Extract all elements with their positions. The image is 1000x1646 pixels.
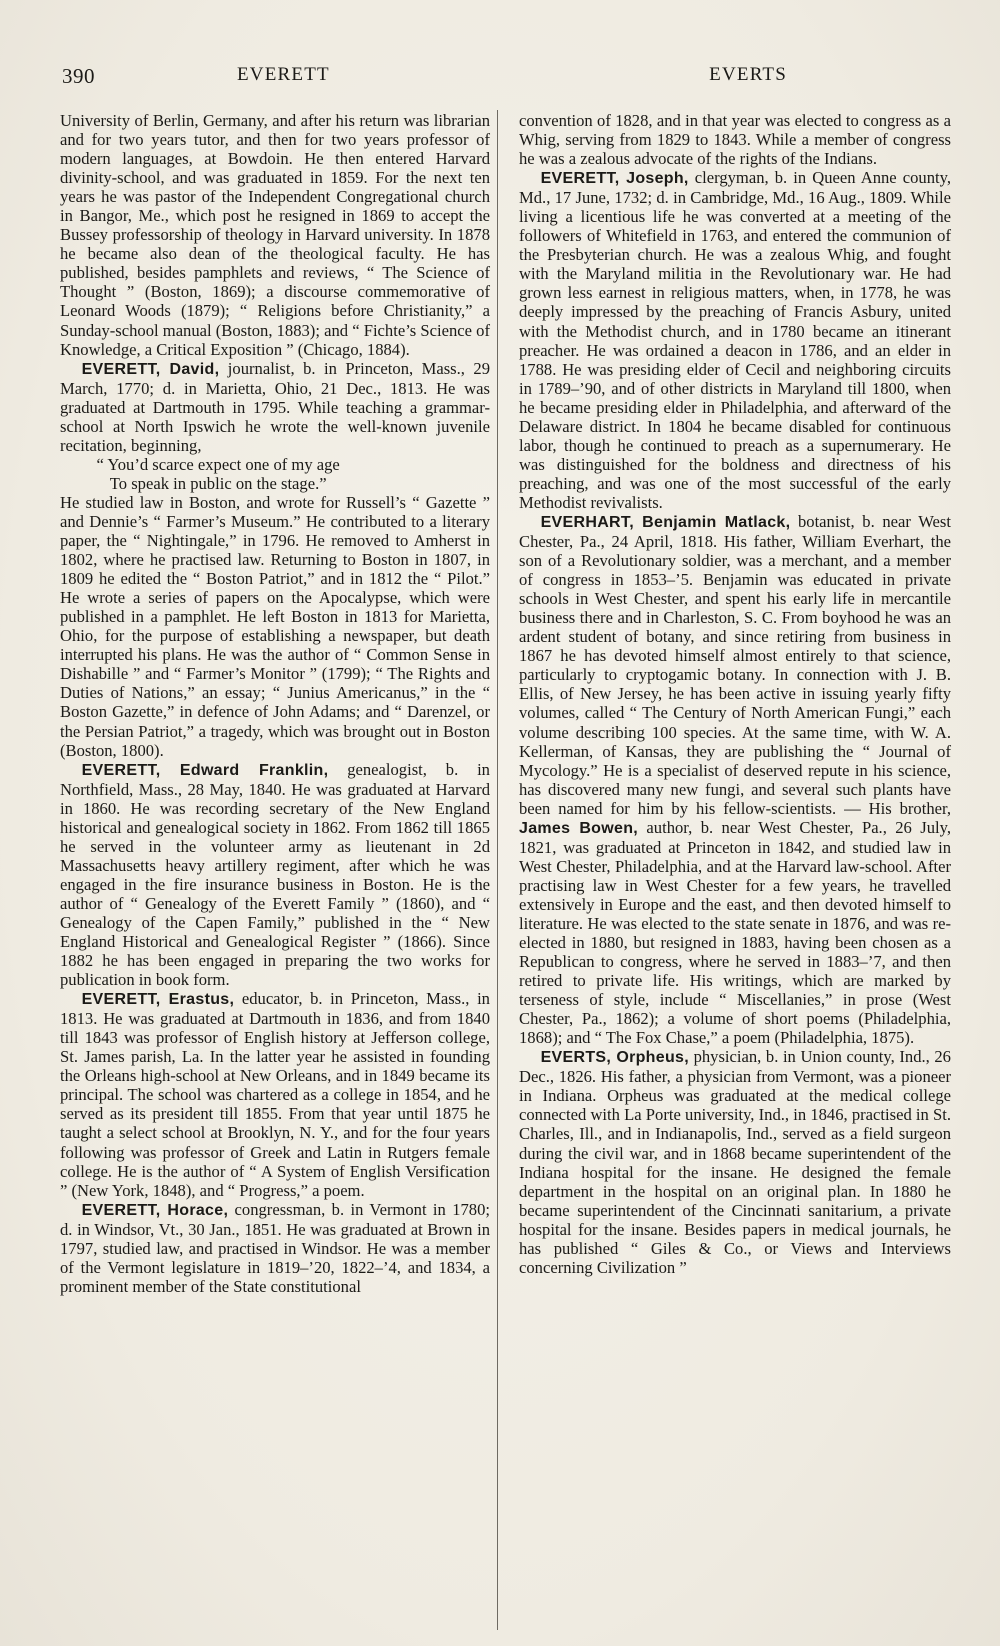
entry-everett-edward-franklin: [60, 760, 490, 990]
entry-body: physician, b. in Union county, Ind., 26 Dec., 1826. His father, a physician from Vermont, was a pioneer in Indiana. Orpheus was graduated at the medical college connected with La Porte university, Ind., in 1846, practised in St. Charles, Ill., and in Indianapolis, Ind., served as a field surgeon during the civil war, and in 1868 became superintendent of the Indiana hospital for the insane. He designed the female department in the hospital on an original plan. In 1880 he became superintendent of the Cincinnati sanitarium, a private hospital for the insane. Besides papers in medical journals, he has published “ Giles & Co., or Views and Interviews concerning Civilization ”: [519, 1047, 951, 1277]
entry-everhart-benjamin-matlack: [519, 512, 951, 1047]
entry-headword: EVERHART, Benjamin Matlack,: [540, 513, 791, 531]
entry-headword: EVERETT, David,: [81, 360, 220, 378]
verse-line: “ You’d scarce expect one of my age: [96, 454, 340, 474]
entry-body: journalist, b. in Princeton, Mass., 29 March, 1770; d. in Marietta, Ohio, 21 Dec., 1813. He was graduated at Dartmouth in 1795. While teaching a grammar-school at North Ipswich he wrote the well-known juvenile recitation, beginning,: [60, 358, 490, 455]
entry-everett-david: [60, 359, 490, 455]
running-head-left: EVERETT: [237, 64, 330, 85]
column-divider: [497, 110, 498, 1630]
paragraph-text: He studied law in Boston, and wrote for Russell’s “ Gazette ” and Dennie’s “ Farmer’s Museum.” He contributed to a literary paper, the “ Nightingale,” in 1796. He removed to Amherst in 1802, where he practised law. Returning to Boston in 1807, in 1809 he edited the “ Boston Patriot,” and in 1812 the “ Pilot.” He wrote a series of papers on the Apocalypse, which were published in a pamphlet. He left Boston in 1813 for Marietta, Ohio, for the purpose of establishing a newspaper, but death interrupted his plans. He was the author of “ Common Sense in Dishabille ” and “ Farmer’s Monitor ” (1799); “ The Rights and Duties of Nations,” an essay; “ Junius Americanus,” in the “ Boston Gazette,” in defence of John Adams; and “ Darenzel, or the Persian Patriot,” a tragedy, which was brought out in Boston (Boston, 1800).: [60, 492, 490, 760]
right-column: [519, 111, 951, 1277]
entry-headword: EVERETT, Horace,: [81, 1201, 229, 1219]
entry-everett-joseph: [519, 168, 951, 512]
paragraph-continuation: [60, 493, 490, 760]
entry-everett-erastus: [60, 989, 490, 1200]
entry-headword-inline: James Bowen,: [519, 819, 639, 837]
entry-headword: EVERTS, Orpheus,: [540, 1049, 689, 1067]
entry-body: congressman, b. in Vermont in 1780; d. in Windsor, Vt., 30 Jan., 1851. He was graduated at Brown in 1797, studied law, and practised in Windsor. He was a member of the Vermont legislature in 1819–’20, 1822–’4, and 1834, a prominent member of the State constitutional: [60, 1199, 490, 1296]
entry-everett-horace: [60, 1200, 490, 1296]
left-column: [60, 111, 490, 1296]
verse-line: To speak in public on the stage.”: [109, 473, 327, 493]
entry-body: author, b. near West Chester, Pa., 26 July, 1821, was graduated at Princeton in 1842, and studied law in West Chester, Philadelphia, and at the Harvard law-school. After practising law in West Chester for a few years, he travelled extensively in Europe and the east, and then devoted himself to literature. He was elected to the state senate in 1876, and was re-elected in 1880, but resigned in 1883, having been chosen as a Republican to congress, where he served in 1883–’7, and then retired to private life. His writings, which are marked by terseness of style, include “ Miscellanies,” in prose (West Chester, Pa., 1862); a volume of short poems (Philadelphia, 1868); and “ The Fox Chase,” a poem (Philadelphia, 1875).: [519, 817, 951, 1048]
entry-everts-orpheus: [519, 1047, 951, 1277]
entry-body: genealogist, b. in Northfield, Mass., 28 May, 1840. He was graduated at Harvard in 1860. He was recording secretary of the New England historical and genealogical society in 1862. From 1862 till 1865 he served in the volunteer army as lieutenant in 2d Massachusetts heavy artillery regiment, after which he was engaged in the fire insurance business in Boston. He is the author of “ Genealogy of the Everett Family ” (1860), and “ Genealogy of the Capen Family,” published in the “ New England Historical and Genealogical Register ” (1866). Since 1882 he has been engaged in preparing the two works for publication in book form.: [60, 759, 490, 990]
entry-body: educator, b. in Princeton, Mass., in 1813. He was graduated at Dartmouth in 1836, and from 1840 till 1843 was professor of English history at Jefferson college, St. James parish, La. In the latter year he assisted in founding the Orleans high-school at New Orleans, and in 1849 became its principal. The school was chartered as a college in 1854, and he served as its president till 1855. From that year until 1875 he taught a select school at Brooklyn, N. Y., and for the four years following was professor of Greek and Latin in Rutgers female college. He is the author of “ A System of English Versification ” (New York, 1848), and “ Progress,” a poem.: [60, 989, 490, 1200]
entry-headword: EVERETT, Edward Franklin,: [81, 761, 329, 779]
page-header: [62, 64, 787, 90]
page-number: 390: [62, 64, 95, 88]
running-head-right: EVERTS: [709, 64, 787, 85]
entry-body: botanist, b. near West Chester, Pa., 24 April, 1818. His father, William Everhart, the son of a Revolutionary soldier, was a merchant, and a member of congress in 1853–’5. Benjamin was educated in private schools in West Chester, and spent his early life in mercantile business there and in Charleston, S. C. From boyhood he was an ardent student of botany, and since retiring from business in 1867 he has devoted himself almost entirely to that science, particularly to cryptogamic botany. In connection with J. B. Ellis, of New Jersey, he has been active in issuing yearly fifty volumes, called “ The Century of North American Fungi,” each volume describing 100 species. At the same time, with W. A. Kellerman, of Kansas, they are publishing the “ Journal of Mycology.” He is a specialist of deserved repute in his science, has discovered many new fungi, and several such plants have been named for him by his fellow-scientists. — His brother,: [519, 511, 951, 818]
entry-headword: EVERETT, Erastus,: [81, 991, 235, 1009]
entry-headword: EVERETT, Joseph,: [540, 170, 689, 188]
paragraph-continuation: [519, 111, 951, 168]
paragraph-text: convention of 1828, and in that year was elected to congress as a Whig, serving from 1829 to 1843. While a member of congress he was a zealous advocate of the rights of the Indians.: [519, 111, 951, 169]
paragraph-text: University of Berlin, Germany, and after his return was librarian and for two years tutor, and then for two years professor of modern languages, at Bowdoin. He then entered Harvard divinity-school, and was graduated in 1859. For the next ten years he was pastor of the Independent Congregational church in Bangor, Me., which post he resigned in 1869 to accept the Bussey professorship of theology in Harvard university. In 1878 he became also dean of the theological faculty. He has published, besides pamphlets and reviews, “ The Science of Thought ” (Boston, 1869); a discourse commemorative of Leonard Woods (1879); “ Religions before Christianity,” a Sunday-school manual (Boston, 1883); and “ Fichte’s Science of Knowledge, a Critical Exposition ” (Chicago, 1884).: [60, 111, 490, 359]
entry-body: clergyman, b. in Queen Anne county, Md., 17 June, 1732; d. in Cambridge, Md., 16 Aug., 1809. While living a licentious life he was converted at a meeting of the followers of Whitefield in 1763, and entered the communion of the Presbyterian church. He was a zealous Whig, and fought with the Maryland militia in the Revolutionary war. He had grown less earnest in religious matters, when, in 1778, he was deeply impressed by the preaching of Francis Asbury, united with the Methodist church, and in 1780 became an itinerant preacher. He was ordained a deacon in 1786, and an elder in 1788. He was presiding elder of Cecil and neighboring circuits in 1789–’90, and of other districts in Maryland till 1800, when he became presiding elder in Philadelphia, and afterward of the Delaware district. In 1804 he became disabled for continuous labor, though he continued to preach as a supernumerary. He was distinguished for the boldness and directness of his preaching, and was one of the most successful of the early Methodist revivalists.: [519, 168, 951, 512]
paragraph-continuation: [60, 111, 490, 359]
